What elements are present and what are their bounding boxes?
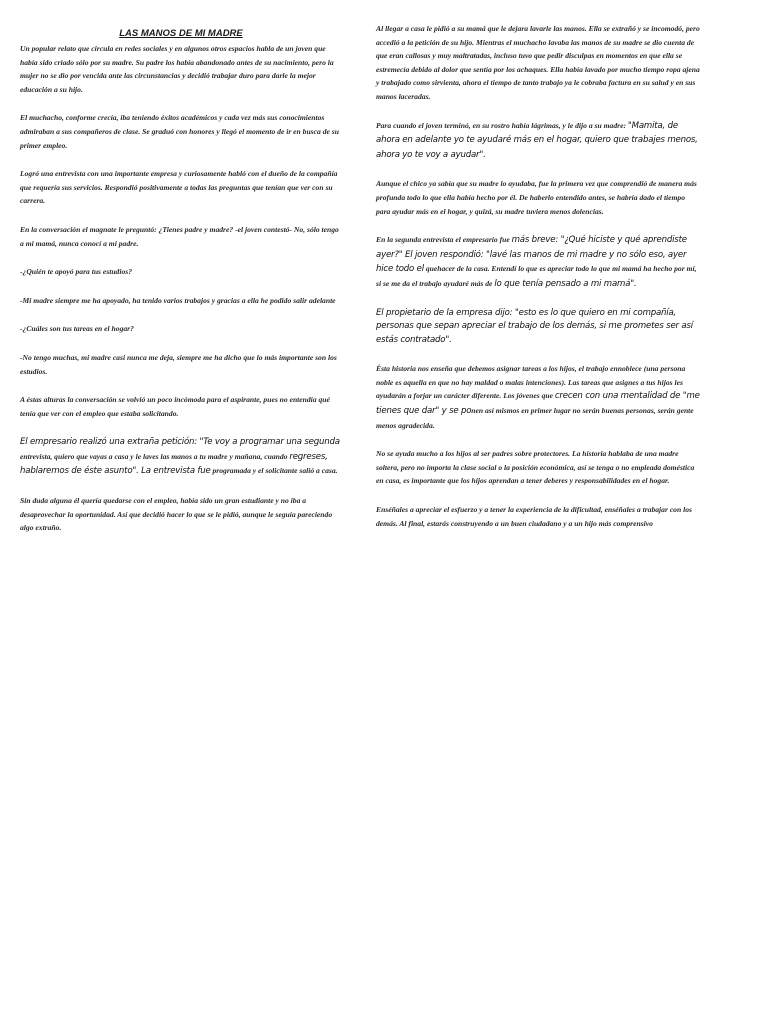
dialogue-line (20, 265, 342, 279)
paragraph-text: entrevista, quiero que vayas a casa y le laves las manos a tu madre y mañana, cuando (20, 451, 290, 461)
paragraph-text: El muchacho, conforme crecía, iba teniendo éxitos académicos y cada vez más sus conocimientos admiraban a sus compañeros de clase. Se graduó con honores y llegó el momento de ir en busca de su primer empleo. (20, 113, 339, 150)
paragraph (20, 435, 342, 479)
paragraph-text: Al llegar a casa le pidió a su mamá que le dejara lavarle las manos. Ella se extrañó y se incomodó, pero accedió a la petición de su hijo. Mientras el muchacho lavaba las manos de su madre se dio cuenta de que eran callosas y muy maltratadas, incluso tuvo que pedir disculpas en momentos en que ella se estremecía debido al dolor que sentía por los achaques. Ella había lavado por mucho tiempo ropa ajena y trabajado como sirvienta, ahora el tiempo de tanto trabajo ya le cobraba factura en su salud y en sus manos laceradas. (376, 24, 700, 101)
document-title: LAS MANOS DE MI MADRE (119, 28, 243, 39)
paragraph-text: En la segunda entrevista el empresario fue (376, 235, 512, 245)
paragraph (376, 119, 700, 163)
paragraph (376, 177, 700, 218)
paragraph-text: -¿Cuáles son tus tareas en el hogar? (20, 324, 134, 334)
paragraph-text: Para cuando el joven terminó, en su rostro había lágrimas, y le dijo a su madre: (376, 120, 628, 130)
paragraph-text: crecen con una mentalidad de "me tienes que dar" y se po (376, 391, 700, 417)
paragraph (20, 42, 342, 96)
paragraph-text: Enséñales a apreciar el esfuerzo y a tener la experiencia de la dificultad, enséñales a trabajar con los demás. Al final, estarás construyendo a un buen ciudadano y a un hijo más comprensivo (376, 505, 692, 528)
paragraph-text: quehacer de la casa. Entendí lo que es apreciar todo lo que mi mamá ha hecho por mí, si se me da el trabajo ayudaré más de (376, 264, 697, 288)
paragraph-text: Ésta historia nos enseña que debemos asignar tareas a los hijos, el trabajo ennoblece (una persona noble es aquella en que no hay maldad o malas intenciones). Las tareas que asignes a tus hijos les ayudarán a forjar un carácter diferente. Los jóvenes que (376, 364, 686, 401)
left-column (20, 28, 342, 550)
paragraph-text: nen así mismos en primer lugar no serán buenas personas, serán gente menos agradecida. (376, 406, 694, 430)
paragraph-text: El empresario realizó una extraña petición: "Te voy a programar una segunda (20, 437, 340, 448)
paragraph-text: -¿Quién te apoyó para tus estudios? (20, 267, 133, 277)
paragraph-text: El propietario de la empresa dijo: "esto es lo que quiero en mi compañía, personas que sepan apreciar el trabajo de los demás, si me prometes ser así estás contratado". (376, 307, 693, 345)
paragraph-text: programada y el solicitante salió a casa. (210, 466, 338, 476)
paragraph (20, 167, 342, 208)
paragraph-text: más breve: "¿Qué hiciste y qué aprendiste ayer?" El joven respondió: "lavé las manos de mi madre y no sólo eso, ayer hice todo el (376, 235, 687, 275)
paragraph-text: Un popular relato que circula en redes sociales y en algunos otros espacios habla de un joven que había sido criado sólo por su madre. Su padre los había abandonado antes de su nacimiento, pero la mujer no se dio por vencida ante las circunstancias y decidió trabajar duro para darle la mejor educación a su hijo. (20, 44, 334, 94)
paragraph (20, 494, 342, 535)
paragraph-text: En la conversación el magnate le preguntó: ¿Tienes padre y madre? -el joven contestó- No, sólo tengo a mi mamá, nunca conocí a mi padre. (20, 224, 339, 248)
paragraph (20, 223, 342, 250)
paragraph-text: No se ayuda mucho a los hijos al ser padres sobre protectores. La historia hablaba de una madre soltera, pero no importa la clase social o la posición económica, así se tenga o no empleada doméstica en casa, es importante que los hijos aprendan a tener deberes y responsabilidades en el hogar. (376, 449, 695, 486)
paragraph-text: -Mi madre siempre me ha apoyado, ha tenido varios trabajos y gracias a ella he podido salir adelante (20, 295, 336, 305)
dialogue-line (20, 322, 342, 336)
paragraph (376, 233, 700, 291)
paragraph (376, 22, 700, 104)
paragraph-text: Sin duda alguna él quería quedarse con el empleo, había sido un gran estudiante y no iba a desaprovechar la oportunidad. Así que decidió hacer lo que se le pidió, aunque le seguía pareciendo algo extraño. (20, 496, 333, 533)
paragraph (376, 307, 700, 348)
dialogue-line (20, 294, 342, 308)
paragraph (20, 393, 342, 420)
paragraph-text: -No tengo muchas, mi madre casi nunca me deja, siempre me ha dicho que lo más importante son los estudios. (20, 352, 337, 376)
dialogue-line (20, 351, 342, 378)
paragraph-text: regreses, hablaremos de éste asunto". La entrevista fue (20, 451, 328, 477)
paragraph-text: A éstas alturas la conversación se volvió un poco incómoda para el aspirante, pues no entendía qué tenía que ver con el empleo que estaba solicitando. (20, 395, 330, 418)
paragraph (20, 111, 342, 152)
paragraph-text: Aunque el chico ya sabía que su madre lo ayudaba, fue la primera vez que comprendió de manera más profunda todo lo que ella había hecho por él. De haberlo entendido antes, se habría dado el tiempo para ayudar más en el hogar, y quizá, su madre tuviera menos dolencias. (376, 179, 697, 216)
paragraph-text: lo que tenía pensado a mi mamá". (494, 278, 637, 289)
paragraph (376, 503, 700, 530)
paragraph (376, 362, 700, 432)
paragraph (376, 447, 700, 488)
right-column (376, 22, 700, 545)
paragraph-text: "Mamita, de ahora en adelante yo te ayudaré más en el hogar, quiero que trabajes menos, ahora yo te voy a ayudar". (376, 120, 698, 160)
paragraph-text: Logró una entrevista con una importante empresa y curiosamente habló con el dueño de la compañía que requería sus servicios. Respondió positivamente a todas las preguntas que tenían que ver con su carrera. (20, 169, 338, 206)
